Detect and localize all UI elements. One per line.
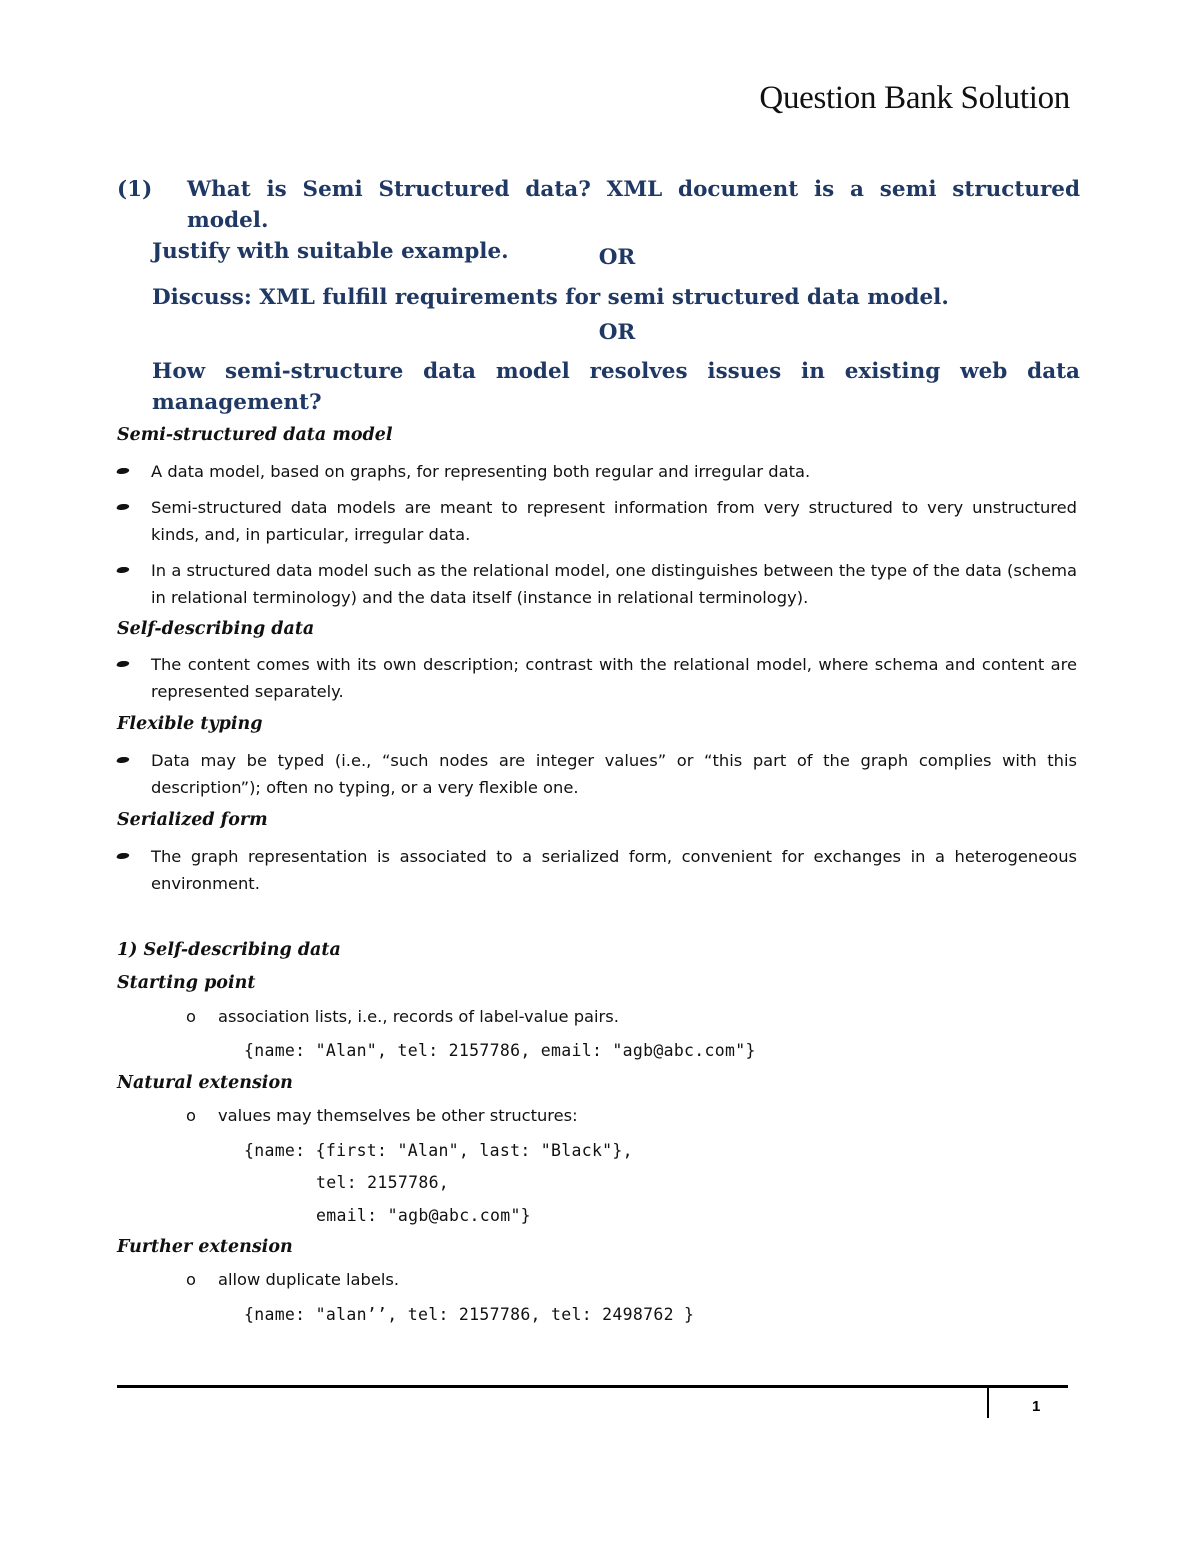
list-item: In a structured data model such as the relational model, one distinguishes between the type of the data (schema in relational terminology) and the data itself (instance in relational terminology). <box>117 557 1077 611</box>
code-example-further-extension: {name: "alan’’, tel: 2157786, tel: 2498762 } <box>244 1305 695 1324</box>
detail-heading: 1) Self-describing data <box>117 940 341 960</box>
list-item: Data may be typed (i.e., “such nodes are integer values” or “this part of the graph complies with this description”); often no typing, or a very flexible one. <box>117 747 1077 801</box>
code-example-starting-point: {name: "Alan", tel: 2157786, email: "agb@abc.com"} <box>244 1041 756 1060</box>
question-part2: Discuss: XML fulfill requirements for semi structured data model. <box>152 285 949 310</box>
code-line: {name: {first: "Alan", last: "Black"}, <box>244 1141 633 1160</box>
bullet-icon <box>116 853 131 859</box>
footer-rule <box>117 1385 1068 1388</box>
document-header-title: Question Bank Solution <box>759 80 1070 116</box>
question-or-2: OR <box>598 320 636 345</box>
list-item: The graph representation is associated to a serialized form, convenient for exchanges in a heterogeneous environment. <box>117 843 1077 897</box>
question-part1-line2: Justify with suitable example. <box>152 239 509 264</box>
question-number: (1) <box>117 177 153 202</box>
list-item: o allow duplicate labels. <box>186 1270 400 1289</box>
bullet-icon <box>116 757 131 763</box>
section-heading-self-describing: Self-describing data <box>117 619 315 639</box>
question-part3-line2: management? <box>152 390 322 415</box>
further-extension-heading: Further extension <box>117 1237 293 1257</box>
footer-divider <box>987 1388 989 1418</box>
section-heading-semi-structured: Semi-structured data model <box>117 425 393 445</box>
question-part3-line1: How semi-structure data model resolves issues in existing web data <box>152 359 1080 384</box>
natural-extension-heading: Natural extension <box>117 1073 293 1093</box>
list-item: The content comes with its own description; contrast with the relational model, where schema and content are represented separately. <box>117 651 1077 705</box>
list-item: Semi-structured data models are meant to represent information from very structured to very unstructured kinds, and, in particular, irregular data. <box>117 494 1077 548</box>
circle-bullet-icon: o <box>186 1270 196 1289</box>
circle-bullet-icon: o <box>186 1106 196 1125</box>
section-heading-serialized-form: Serialized form <box>117 810 268 830</box>
circle-bullet-icon: o <box>186 1007 196 1026</box>
list-item: o association lists, i.e., records of label-value pairs. <box>186 1007 619 1026</box>
section-heading-flexible-typing: Flexible typing <box>117 714 263 734</box>
question-part1-line1: What is Semi Structured data? XML document is a semi structured model. <box>187 177 1080 233</box>
bullet-icon <box>116 661 131 667</box>
starting-point-heading: Starting point <box>117 973 256 993</box>
page-number: 1 <box>1032 1398 1041 1415</box>
code-line: tel: 2157786, <box>316 1173 450 1192</box>
list-item: o values may themselves be other structures: <box>186 1106 578 1125</box>
list-item: A data model, based on graphs, for representing both regular and irregular data. <box>117 458 1077 485</box>
code-line: email: "agb@abc.com"} <box>316 1206 531 1225</box>
bullet-icon <box>116 567 131 573</box>
question-or-1: OR <box>598 245 636 270</box>
bullet-icon <box>116 468 131 474</box>
bullet-icon <box>116 504 131 510</box>
